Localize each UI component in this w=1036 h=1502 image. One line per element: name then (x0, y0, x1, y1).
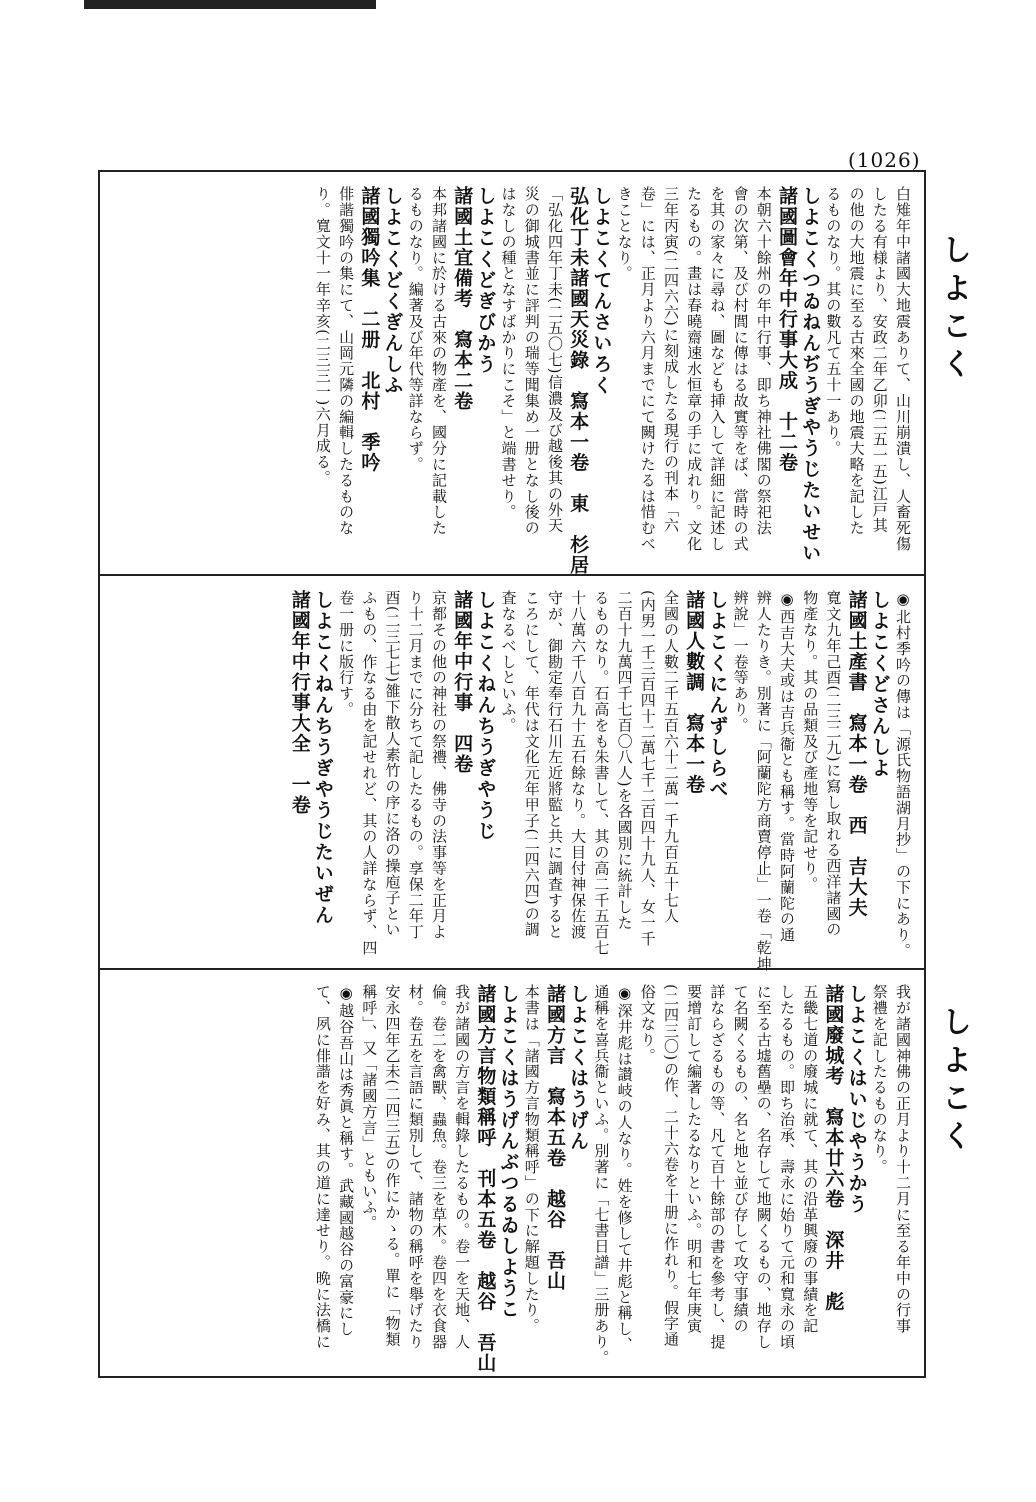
text-line: 祭禮を記したるものなり。 (870, 984, 889, 1175)
text-line: 卷一册に版行す。 (337, 590, 356, 718)
text-line: 俗文なり。 (638, 984, 657, 1064)
text-line: 卷」には、正月より六月までにて闕けたるは惜むべ (638, 186, 657, 552)
text-line: 我が諸國の方言を輯錄したるもの。卷一を天地、人 (453, 984, 472, 1350)
text-line: 我が諸國神佛の正月より十二月に至る年中の行事 (894, 984, 912, 1334)
entry-heading-kana: しよこくどぎびかう (474, 186, 497, 375)
text-line: 辨說」一卷等あり。 (731, 590, 750, 734)
text-line: したる有様より、安政二年乙卯(二五一五)江戸其 (870, 186, 889, 534)
entry-heading-kana: しよこくどさんしよ (868, 590, 891, 779)
text-line: 寬文九年己酉(二三二九)に寫し取れる西洋諸國の (824, 590, 843, 938)
entry-title: 諸國方言 寫本五卷 越谷 吾山 (543, 984, 566, 1292)
text-line: るものなり。其の數凡て五十一あり。 (824, 186, 843, 457)
text-line: るものなり。編著及び年代等詳ならず。 (406, 186, 425, 473)
text-line: 詳ならざるもの等、凡て百十餘部の書を參考し、提 (708, 984, 727, 1350)
entry-heading-kana: しよこくねんちうぎやうじ (474, 590, 497, 842)
text-line: ◉越谷吾山は秀眞と稱す。武藏國越谷の富豪にし (337, 984, 356, 1337)
text-band-middle (122, 590, 914, 972)
text-line: ◉北村季吟の傳は「源氏物語湖月抄」の下にあり。 (894, 590, 912, 959)
text-line: 二百十九萬四千七百〇八人)を各國別に統計した (615, 590, 634, 931)
entry-heading-kana: しよこくねんちうぎやうじたいぜん (311, 590, 334, 926)
text-line: 通稱を喜兵衞といふ。別著に「七書日譜」三册あり。 (592, 984, 611, 1366)
text-line: 稱呼」、又「諸國方言」ともいふ。 (360, 984, 379, 1231)
text-line: (二四三〇)の作、二十六卷を十册に作れり。假字通 (661, 984, 680, 1348)
text-line: 要增訂して編著したるなりといふ。明和七年庚寅 (685, 984, 704, 1334)
entry-title: 諸國人數調 寫本一卷 (683, 590, 706, 795)
entry-title: 諸國獨吟集 二册 北村 季吟 (358, 186, 381, 473)
text-line: 三年丙寅(二四六六)に刻成したる現行の刊本「六 (661, 186, 680, 534)
entry-title: 諸國方言物類稱呼 刊本五卷 越谷 吾山 (474, 984, 497, 1374)
entry-title: 諸國年中行事 四卷 (451, 590, 474, 775)
text-band-upper (122, 186, 914, 576)
text-band-lower (122, 984, 914, 1374)
text-line: るものなり。石高をも朱書して、其の高二千五百七 (592, 590, 611, 956)
text-line: 倫。卷二を禽獸、蟲魚。卷三を草木。卷四を衣食器 (429, 984, 448, 1350)
text-line: り十二月までに分ちて記したるもの。享保二年丁 (406, 590, 425, 940)
text-line: ころにして、年代は文化元年甲子(二四六四)の調 (522, 590, 541, 938)
band-divider-1 (98, 574, 926, 576)
text-line: 物產なり。其の品類及び產地等を記せり。 (801, 590, 820, 893)
text-line: の他の大地震に至る古來全國の地震大略を記した (847, 186, 866, 536)
text-line: ◉深井彪は讃岐の人なり。姓を修して井彪と稱し、 (615, 984, 634, 1353)
entry-heading-kana: しよこくどくぎんしふ (381, 186, 404, 396)
entry-heading-kana: しよこくつゐねんぢうぎやうじたいせい (799, 186, 822, 564)
running-head-right: しよこく (936, 234, 971, 386)
entry-title: 諸國土宜備考 寫本二卷 (451, 186, 474, 412)
entry-title: 諸國廢城考 寫本廿六卷 深井 彪 (822, 984, 845, 1312)
text-line: を其の家々に尋ね、圖なども挿入して詳細に記述し (708, 186, 727, 552)
entry-title: 諸國圖會年中行事大成 十二卷 (775, 186, 798, 473)
text-line: 會の次第、及び村閭に傳はる故實等をば、當時の式 (731, 186, 750, 552)
text-line: て、夙に俳諧を好み、其の道に達せり。晩に法橋に (313, 984, 332, 1350)
text-line: たるもの。畫は春曉齋速水恒章の手に成れり。文化 (685, 186, 704, 552)
text-line: 十八萬六千八百九十五石餘なり。大目付神保佐渡 (569, 590, 588, 940)
text-line: 全國の人數二千五百六十二萬一千九百五十七人 (661, 590, 680, 924)
text-line: 五畿七道の廢城に就て、其の沿革興廢の事績を記 (801, 984, 820, 1334)
text-line: 本邦諸國に於ける古來の物產を、國分に記載した (429, 186, 448, 536)
text-line: て名闕くるもの、名と地と並び存して攻守事績の (731, 984, 750, 1334)
text-line: 辨人たりき。別著に「阿蘭陀方商賣停止」一卷「乾坤 (754, 590, 773, 972)
band-divider-2 (98, 968, 926, 970)
entry-title: 諸國土產書 寫本一卷 西 吉大夫 (845, 590, 868, 918)
page-number: (1026) (848, 148, 921, 172)
text-line: 査なるべしといふ。 (499, 590, 518, 734)
text-line: 京都その他の神社の祭禮、佛寺の法事等を正月よ (429, 590, 448, 940)
text-line: (内男一千三百四十二萬七千二百四十九人、女一千 (638, 590, 657, 947)
text-line: 「弘化四年丁未(二五〇七)信濃及び越後其の外天 (545, 186, 564, 534)
text-line: 白雉年中諸國大地震ありて、山川崩潰し、人畜死傷 (894, 186, 912, 552)
entry-title: 弘化丁未諸國天災錄 寫本一卷 東 杉居 (567, 186, 590, 576)
entry-heading-kana: しよこくはうげん (567, 984, 590, 1152)
entry-heading-kana: しよこくてんさいろく (590, 186, 613, 396)
running-head-left: しよこく (936, 1006, 971, 1158)
text-line: 材。卷五を言語に類別して、諸物の稱呼を舉げたり (406, 984, 425, 1350)
entry-heading-kana: しよこくはうげんぶつるゐしようこ (497, 984, 520, 1320)
text-line: 災の御城書並に評判の瑞等聞集め一册となし後の (522, 186, 541, 536)
text-line: きことなり。 (615, 186, 634, 282)
entry-heading-kana: しよこくにんずしらべ (706, 590, 729, 800)
text-line: ふもの、作なる由を記せれど、其の人詳ならず、四 (360, 590, 379, 956)
entry-title: 諸國年中行事大全 一卷 (288, 590, 311, 816)
top-rule (84, 0, 376, 9)
text-line: 俳諧獨吟の集にて、山岡元隣の編輯したるものな (337, 186, 356, 536)
entry-heading-kana: しよこくはいじやうかう (845, 984, 868, 1215)
text-line: 安永四年乙未(二四三五)の作にかゝる。單に「物類 (383, 984, 402, 1348)
text-line: ◉西吉大夫或は吉兵衞とも稱す。當時阿蘭陀の通 (777, 590, 796, 943)
text-line: はなしの種となすばかりにこそ」と端書せり。 (499, 186, 518, 520)
text-line: に至る古墟舊壘の、名存して地闕くるもの、地存し (754, 984, 773, 1350)
text-line: 本書は「諸國方言物類稱呼」の下に解題したり。 (522, 984, 541, 1334)
text-line: 本朝六十餘州の年中行事、即ち神社佛閣の祭祀法 (754, 186, 773, 536)
text-line: 守が、御勘定奉行石川左近將監と共に調査すると (545, 590, 564, 940)
text-line: 酉(二三七七)雒下散人素竹の序に洛の操庖子とい (383, 590, 402, 938)
text-line: したるもの。即ち治承、壽永に始りて元和寬永の頃 (777, 984, 796, 1350)
text-line: り。寬文十一年辛亥(二三三一)六月成る。 (313, 186, 332, 486)
